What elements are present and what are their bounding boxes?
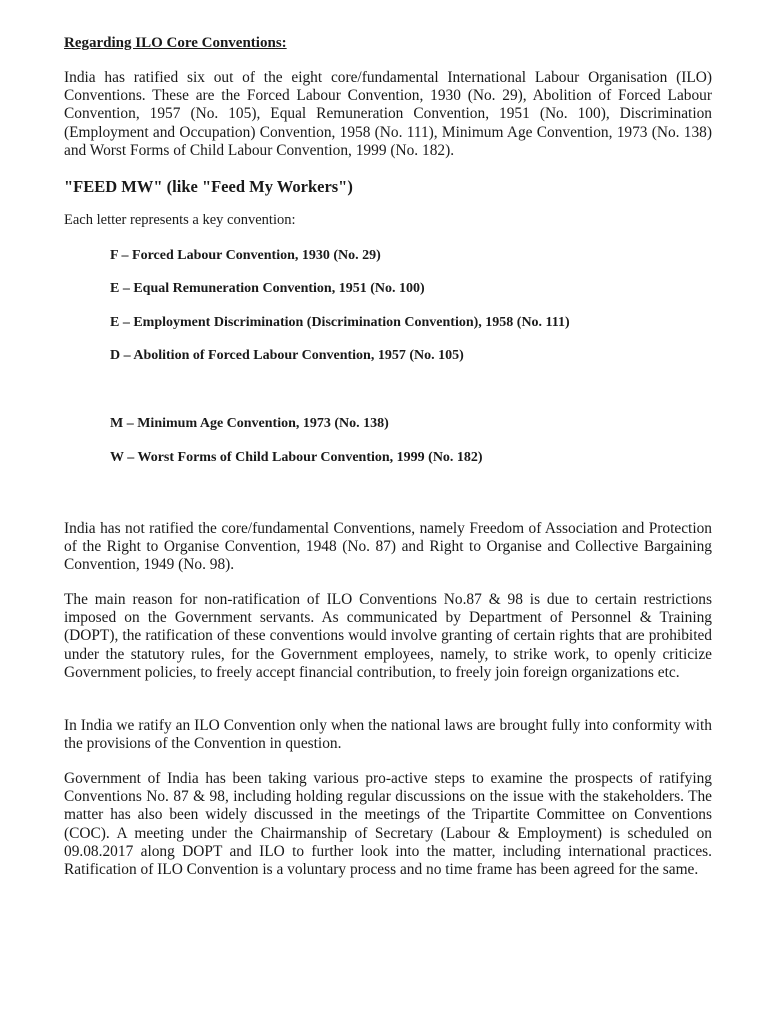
mnemonic-item-e1: E – Equal Remuneration Convention, 1951 (No. 100) — [110, 281, 425, 296]
mnemonic-item-e2: E – Employment Discrimination (Discrimination Convention), 1958 (No. 111) — [110, 315, 570, 330]
government-steps-paragraph: Government of India has been taking various pro-active steps to examine the prospects of ratifying Conventions No. 87 & 98, including holding regular discussions on the issue with the stakeholders. The matter has also been widely discussed in the meetings of the Tripartite Committee on Conventions (COC). A meeting under the Chairmanship of Secretary (Labour & Employment) is scheduled on 09.08.2017 along DOPT and ILO to further look into the matter, including international practices. Ratification of ILO Convention is a voluntary process and no time frame has been agreed for the same. — [64, 770, 712, 879]
not-ratified-paragraph: India has not ratified the core/fundamental Conventions, namely Freedom of Association and Protection of the Right to Organise Convention, 1948 (No. 87) and Right to Organise and Collective Bargaining Convention, 1949 (No. 98). — [64, 520, 712, 574]
mnemonic-title: "FEED MW" (like "Feed My Workers") — [64, 177, 353, 196]
non-ratification-reason-paragraph: The main reason for non-ratification of ILO Conventions No.87 & 98 is due to certain restrictions imposed on the Government servants. As communicated by Department of Personnel & Training (DOPT), the ratification of these conventions would involve granting of certain rights that are prohibited under the statutory rules, for the Government employees, namely, to strike work, to openly criticize Government policies, to freely accept financial contribution, to freely join foreign organizations etc. — [64, 591, 712, 681]
mnemonic-item-w: W – Worst Forms of Child Labour Convention, 1999 (No. 182) — [110, 450, 483, 465]
ratified-conventions-paragraph: India has ratified six out of the eight core/fundamental International Labour Organisation (ILO) Conventions. These are the Forced Labour Convention, 1930 (No. 29), Abolition of Forced Labour Convention, 1957 (No. 105), Equal Remuneration Convention, 1951 (No. 100), Discrimination (Employment and Occupation) Convention, 1958 (No. 111), Minimum Age Convention, 1973 (No. 138) and Worst Forms of Child Labour Convention, 1999 (No. 182). — [64, 69, 712, 159]
mnemonic-item-d: D – Abolition of Forced Labour Convention, 1957 (No. 105) — [110, 348, 464, 363]
mnemonic-item-f: F – Forced Labour Convention, 1930 (No. 29) — [110, 248, 381, 263]
mnemonic-intro: Each letter represents a key convention: — [64, 212, 296, 228]
section-heading: Regarding ILO Core Conventions: — [64, 35, 287, 51]
national-laws-paragraph: In India we ratify an ILO Convention only when the national laws are brought fully into conformity with the provisions of the Convention in question. — [64, 717, 712, 753]
mnemonic-item-m: M – Minimum Age Convention, 1973 (No. 138) — [110, 416, 389, 431]
